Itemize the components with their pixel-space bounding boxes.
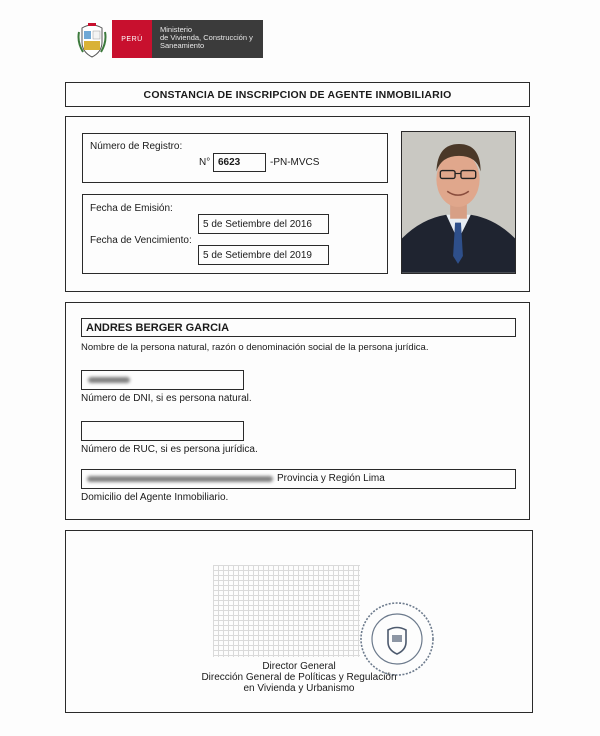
signer-office: Dirección General de Políticas y Regulación	[201, 672, 397, 683]
vencimiento-value: 5 de Setiembre del 2019	[198, 245, 329, 265]
agent-photo	[401, 131, 516, 274]
title-box	[65, 82, 530, 107]
signature-block	[199, 661, 399, 694]
name-caption: Nombre de la persona natural, razón o denominación social de la persona jurídica.	[81, 342, 429, 353]
dni-box	[81, 370, 244, 390]
registro-number: 6623	[213, 153, 266, 172]
signature-security-pattern	[213, 565, 360, 657]
ministry-line: Saneamiento	[160, 41, 205, 50]
ruc-caption: Número de RUC, si es persona jurídica.	[81, 444, 258, 455]
peru-coat-of-arms-icon	[77, 22, 107, 58]
domicilio-value: Provincia y Región Lima	[277, 473, 385, 484]
ministry-line: Ministerio	[160, 25, 193, 34]
signer-title: Director General	[262, 661, 336, 672]
ruc-box	[81, 421, 244, 441]
registro-suffix: -PN-MVCS	[270, 157, 320, 168]
registro-prefix: N°	[199, 157, 211, 168]
domicilio-caption: Domicilio del Agente Inmobiliario.	[81, 492, 229, 503]
document-title: CONSTANCIA DE INSCRIPCION DE AGENTE INMOBILIARIO	[143, 88, 452, 101]
domicilio-box	[81, 469, 516, 489]
emision-label: Fecha de Emisión:	[90, 203, 173, 214]
agent-name: ANDRES BERGER GARCIA	[81, 318, 516, 337]
signer-office-cont: en Vivienda y Urbanismo	[243, 683, 355, 694]
dni-caption: Número de DNI, si es persona natural.	[81, 393, 252, 404]
registro-label: Número de Registro:	[90, 141, 183, 152]
vencimiento-label: Fecha de Vencimiento:	[90, 235, 192, 246]
country-label: PERÚ	[112, 20, 152, 58]
ministry-line: de Vivienda, Construcción y	[160, 33, 253, 42]
emision-value: 5 de Setiembre del 2016	[198, 214, 329, 234]
ministry-label	[152, 20, 263, 58]
redacted-address	[87, 476, 273, 482]
redacted-dni	[88, 377, 130, 383]
